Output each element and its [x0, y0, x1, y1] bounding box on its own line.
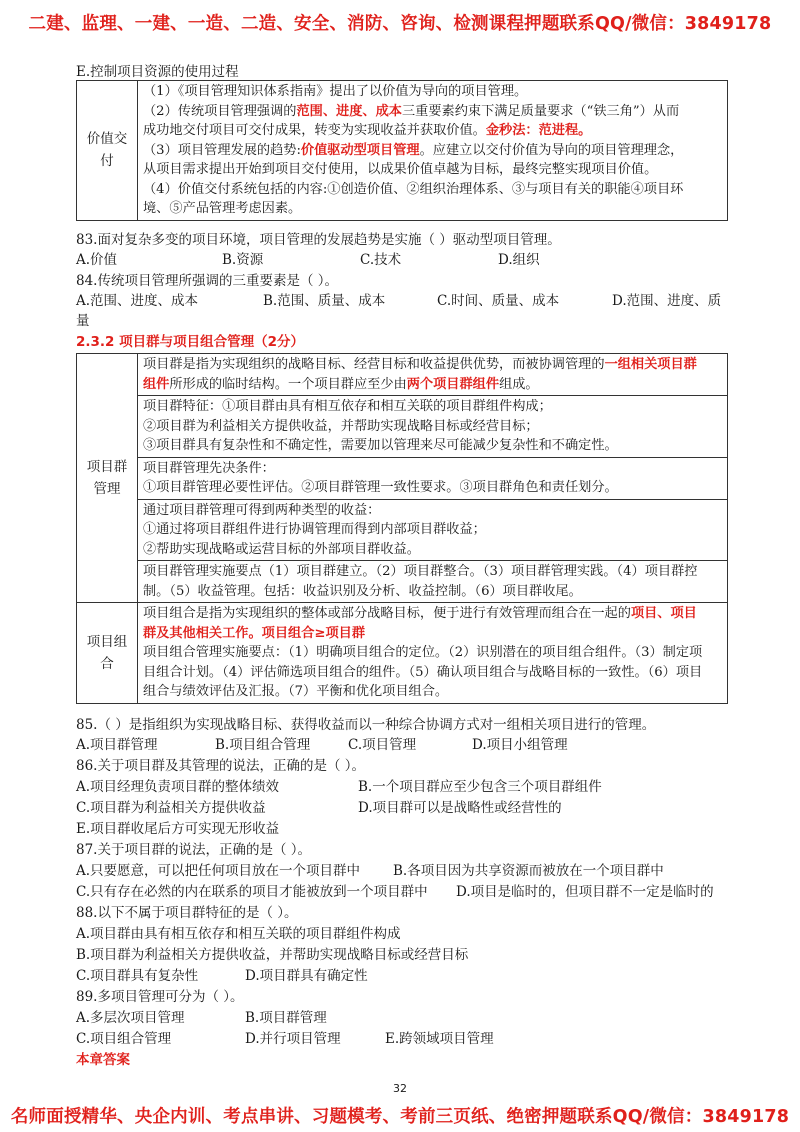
option: D.项目群具有确定性 [245, 968, 368, 984]
option: D.项目群可以是战略性或经营性的 [358, 800, 562, 816]
option: B.各项目因为共享资源而被放在一个项目群中 [393, 863, 664, 879]
table-cell: 项目群特征：①项目群由具有相互依存和相互关联的项目群组件构成； ②项目群为利益相关方提供收益，并帮助实现战略目标或经营目标； ③项目群具有复杂性和不确定性，需要加以管理来尽可能减少复杂性和不确定性。 [138, 396, 728, 458]
section-title: 2.3.2 项目群与项目组合管理（2分） [76, 334, 305, 350]
answers-heading: 本章答案 [76, 1052, 130, 1068]
option: B.范围、质量、成本 [263, 293, 386, 309]
option: C.只有存在必然的内在联系的项目才能被放到一个项目群中 [76, 884, 428, 900]
question-stem: 86.关于项目群及其管理的说法，正确的是（ ）。 [76, 758, 366, 774]
option: D.范围、进度、质 [612, 293, 722, 309]
option: D.项目小组管理 [472, 737, 568, 753]
option: A.项目经理负责项目群的整体绩效 [76, 779, 280, 795]
option: C.技术 [360, 252, 402, 268]
option: C.项目管理 [348, 737, 417, 753]
footer-promo-banner: 名师面授精华、央企内训、考点串讲、习题模考、考前三页纸、绝密押题联系QQ/微信：3849178 [10, 1107, 790, 1127]
option: C.时间、质量、成本 [437, 293, 560, 309]
question-stem: 84.传统项目管理所强调的三重要素是（ ）。 [76, 273, 339, 289]
header-promo-banner: 二建、监理、一建、一造、二造、安全、消防、咨询、检测课程押题联系QQ/微信：3849178 [28, 14, 772, 34]
table-cell: 项目组合是指为实现组织的整体或部分战略目标，便于进行有效管理而组合在一起的项目、项目 群及其他相关工作。项目组合≥项目群 项目组合管理实施要点：（1）明确项目组合的定位。（2）识别潜在的项目组合组件。（3）制定项 目组合计划。（4）评估筛选项目组合的组件。（5）确认项目组合与战略目标的一致性。（6）项目 组合与绩效评估及汇报。（7）平衡和优化项目组合。 [138, 603, 728, 704]
option: A.多层次项目管理 [76, 1010, 185, 1026]
table-cell: 项目群管理先决条件： ①项目群管理必要性评估。②项目群管理一致性要求。③项目群角色和责任划分。 [138, 457, 728, 499]
table-cell: 项目群是指为实现组织的战略目标、经营目标和收益提供优势，而被协调管理的一组相关项目群 组件所形成的临时结构。一个项目群应至少由两个项目群组件组成。 [138, 354, 728, 396]
option: C.项目组合管理 [76, 1031, 172, 1047]
value-delivery-table [76, 80, 728, 221]
option-wrap: 量 [76, 313, 90, 329]
option: A.只要愿意，可以把任何项目放在一个项目群中 [76, 863, 361, 879]
question-stem: 87.关于项目群的说法，正确的是（ ）。 [76, 842, 312, 858]
table-row-label: 项目组合 [77, 603, 138, 704]
option: B.资源 [222, 252, 264, 268]
option: B.一个项目群应至少包含三个项目群组件 [358, 779, 602, 795]
option: E.跨领域项目管理 [385, 1031, 494, 1047]
question-stem: 89.多项目管理可分为（ ）。 [76, 989, 244, 1005]
option: A.价值 [76, 252, 118, 268]
option: D.组织 [498, 252, 540, 268]
question-stem: 85.（ ）是指组织为实现战略目标、获得收益而以一种综合协调方式对一组相关项目进行的管理。 [76, 717, 656, 733]
option: B.项目群管理 [245, 1010, 327, 1026]
page-number: 32 [393, 1082, 407, 1095]
table-row-label: 价值交付 [77, 81, 138, 221]
option: A.范围、进度、成本 [76, 293, 199, 309]
option: E.项目群收尾后方可实现无形收益 [76, 821, 280, 837]
option: B.项目群为利益相关方提供收益，并帮助实现战略目标或经营目标 [76, 947, 469, 963]
option: C.项目群具有复杂性 [76, 968, 199, 984]
table-cell: 项目群管理实施要点（1）项目群建立。（2）项目群整合。（3）项目群管理实践。（4）项目群控 制。（5）收益管理。包括：收益识别及分析、收益控制。（6）项目群收尾。 [138, 561, 728, 603]
question-stem: 83.面对复杂多变的项目环境，项目管理的发展趋势是实施（ ）驱动型项目管理。 [76, 232, 561, 248]
program-management-table [76, 353, 728, 704]
option: C.项目群为利益相关方提供收益 [76, 800, 266, 816]
option: D.并行项目管理 [245, 1031, 341, 1047]
question-stem: 88.以下不属于项目群特征的是（ ）。 [76, 905, 298, 921]
table-cell: 通过项目群管理可得到两种类型的收益： ①通过将项目群组件进行协调管理而得到内部项目群收益； ②帮助实现战略或运营目标的外部项目群收益。 [138, 499, 728, 561]
option: A.项目群由具有相互依存和相互关联的项目群组件构成 [76, 926, 401, 942]
option: A.项目群管理 [76, 737, 158, 753]
intro-line: E.控制项目资源的使用过程 [76, 64, 239, 80]
table-row-label: 项目群管理 [77, 354, 138, 603]
table-cell: （1）《项目管理知识体系指南》提出了以价值为导向的项目管理。 （2）传统项目管理强调的范围、进度、成本三重要素约束下满足质量要求（“铁三角”）从而 成功地交付项目可交付成果，转变为实现收益并获取价值。金秒法：范进程。 （3）项目管理发展的趋势:价值驱动型项目管理。应建立以交付价值为导向的项目管理理念， 从项目需求提出开始到项目交付使用，以成果价值卓越为目标，最终完整实现项目价值。 （4）价值交付系统包括的内容:①创造价值、②组织治理体系、③与项目有关的职能④项目环 境、⑤产品管理考虑因素。 [138, 81, 728, 221]
option: B.项目组合管理 [215, 737, 311, 753]
option: D.项目是临时的，但项目群不一定是临时的 [456, 884, 714, 900]
